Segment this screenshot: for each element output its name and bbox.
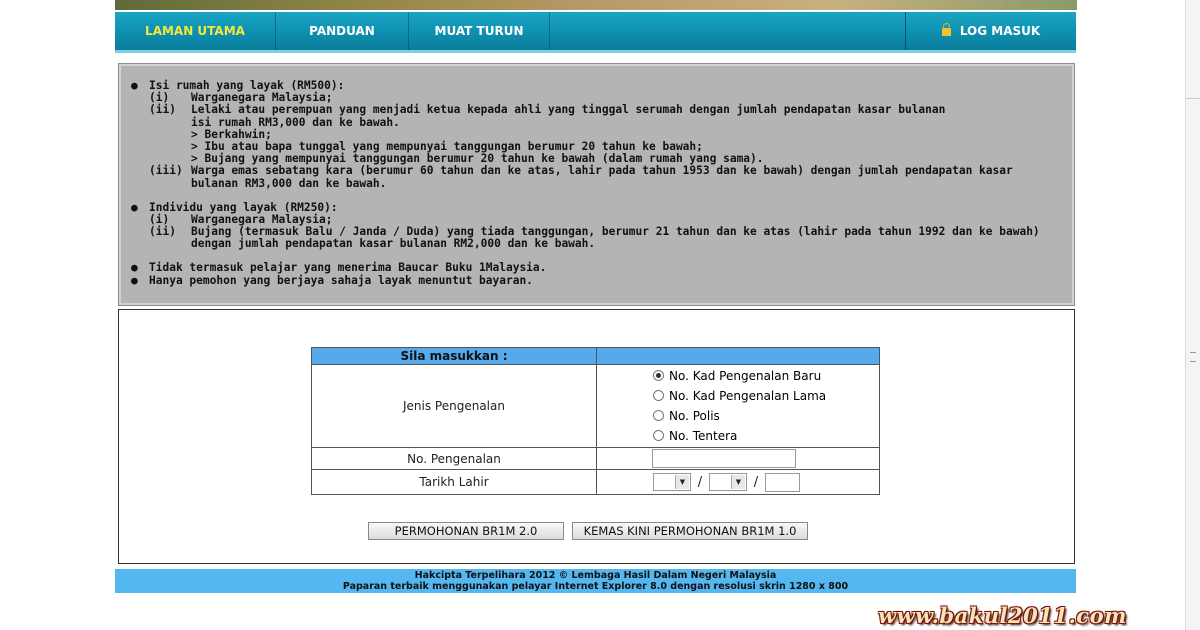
individual-title: Individu yang layak (RM250): — [149, 200, 338, 214]
id-number-cell — [597, 448, 880, 470]
form-header: Sila masukkan : — [312, 348, 597, 365]
bullet-icon: ● — [131, 79, 138, 92]
date-separator: / — [753, 474, 759, 490]
item-text: Warga emas sebatang kara (berumur 60 tahun dan ke atas, lahir pada tahun 1953 dan ke bawah) dengan jumlah pendapatan kasar — [191, 164, 1013, 178]
item-text: Warganegara Malaysia; — [191, 212, 333, 226]
dob-cell — [597, 470, 880, 495]
item-text: Bujang (termasuk Balu / Janda / Duda) yang tiada tanggungan, berumur 21 tahun dan ke atas (lahir pada tahun 1992 dan ke bawah) — [191, 225, 1040, 239]
item-number: (ii) — [149, 225, 176, 239]
footer-browser-note: Paparan terbaik menggunakan pelayar Internet Explorer 8.0 dengan resolusi skrin 1280 x 800 — [342, 581, 849, 592]
browser-scrollbar[interactable] — [1185, 0, 1200, 630]
item-text: dengan jumlah pendapatan kasar bulanan RM2,000 dan ke bawah. — [191, 237, 596, 251]
dob-day-select[interactable] — [653, 473, 691, 491]
radio-label: No. Kad Pengenalan Baru — [669, 369, 822, 383]
id-type-option-new-ic[interactable] — [653, 367, 879, 387]
id-number-input[interactable] — [652, 449, 796, 468]
chevron-down-icon[interactable]: ▼ — [675, 475, 689, 489]
note-text: Tidak termasuk pelajar yang menerima Baucar Buku 1Malaysia. — [149, 261, 547, 275]
update-br1m-button[interactable]: KEMAS KINI PERMOHONAN BR1M 1.0 — [572, 522, 808, 540]
bullet-icon: ● — [131, 261, 138, 275]
dob-year-input[interactable] — [765, 473, 800, 492]
radio-icon[interactable] — [653, 390, 664, 401]
id-type-label: Jenis Pengenalan — [312, 365, 597, 448]
radio-icon[interactable] — [653, 410, 664, 421]
item-text: Warganegara Malaysia; — [191, 91, 333, 105]
identification-form-table — [311, 347, 880, 495]
dob-month-select[interactable] — [709, 473, 747, 491]
radio-selected-icon[interactable] — [653, 370, 664, 381]
main-navbar — [115, 12, 1076, 53]
header-banner-image — [115, 0, 1077, 10]
id-number-label: No. Pengenalan — [312, 448, 597, 470]
id-type-option-police[interactable] — [653, 407, 879, 427]
nav-home-link[interactable]: LAMAN UTAMA — [115, 12, 276, 50]
item-number: (ii) — [149, 103, 176, 117]
bullet-icon: ● — [131, 273, 138, 287]
item-text: > Bujang yang mempunyai tanggungan berumur 20 tahun ke bawah (dalam rumah yang sama). — [191, 152, 764, 166]
footer-copyright: Hakcipta Terpelihara 2012 © Lembaga Hasil Dalam Negeri Malaysia — [414, 570, 777, 581]
eligibility-info-box — [118, 63, 1075, 306]
id-type-option-army[interactable] — [653, 427, 879, 447]
item-text: > Ibu atau bapa tunggal yang mempunyai tanggungan berumur 20 tahun ke bawah; — [191, 139, 703, 153]
item-text: Lelaki atau perempuan yang menjadi ketua kepada ahli yang tinggal serumah dengan jumlah pendapatan kasar bulanan — [191, 103, 946, 117]
radio-icon[interactable] — [653, 430, 664, 441]
item-number: (iii) — [149, 164, 183, 178]
date-separator: / — [697, 474, 703, 490]
item-number: (i) — [149, 91, 170, 105]
nav-login-label: LOG MASUK — [959, 24, 1041, 38]
radio-label: No. Tentera — [669, 429, 738, 443]
bullet-icon: ● — [131, 200, 138, 214]
nav-spacer — [550, 12, 906, 50]
lock-icon — [942, 28, 951, 36]
nav-login-link[interactable] — [905, 12, 1076, 50]
item-text: > Berkahwin; — [191, 127, 272, 141]
nav-user-guide-link[interactable]: PANDUAN — [276, 12, 409, 50]
page-footer — [115, 569, 1076, 593]
application-form-panel — [118, 309, 1075, 564]
radio-label: No. Kad Pengenalan Lama — [669, 389, 827, 403]
id-type-option-old-ic[interactable] — [653, 387, 879, 407]
nav-download-forms-link[interactable]: MUAT TURUN — [409, 12, 550, 50]
note-text: Hanya pemohon yang berjaya sahaja layak menuntut bayaran. — [149, 273, 533, 287]
radio-label: No. Polis — [669, 409, 720, 423]
household-title: Isi rumah yang layak (RM500): — [149, 79, 345, 92]
chevron-down-icon[interactable]: ▼ — [731, 475, 745, 489]
form-header-blank — [597, 348, 880, 365]
item-number: (i) — [149, 212, 170, 226]
scrollbar-grip-icon[interactable] — [1190, 352, 1196, 362]
item-text: bulanan RM3,000 dan ke bawah. — [191, 176, 387, 190]
watermark-text: www.bakul2011.com — [878, 603, 1127, 628]
id-type-options — [597, 365, 880, 448]
dob-label: Tarikh Lahir — [312, 470, 597, 495]
item-text: isi rumah RM3,000 dan ke bawah. — [191, 115, 400, 129]
apply-br1m-button[interactable]: PERMOHONAN BR1M 2.0 — [368, 522, 564, 540]
